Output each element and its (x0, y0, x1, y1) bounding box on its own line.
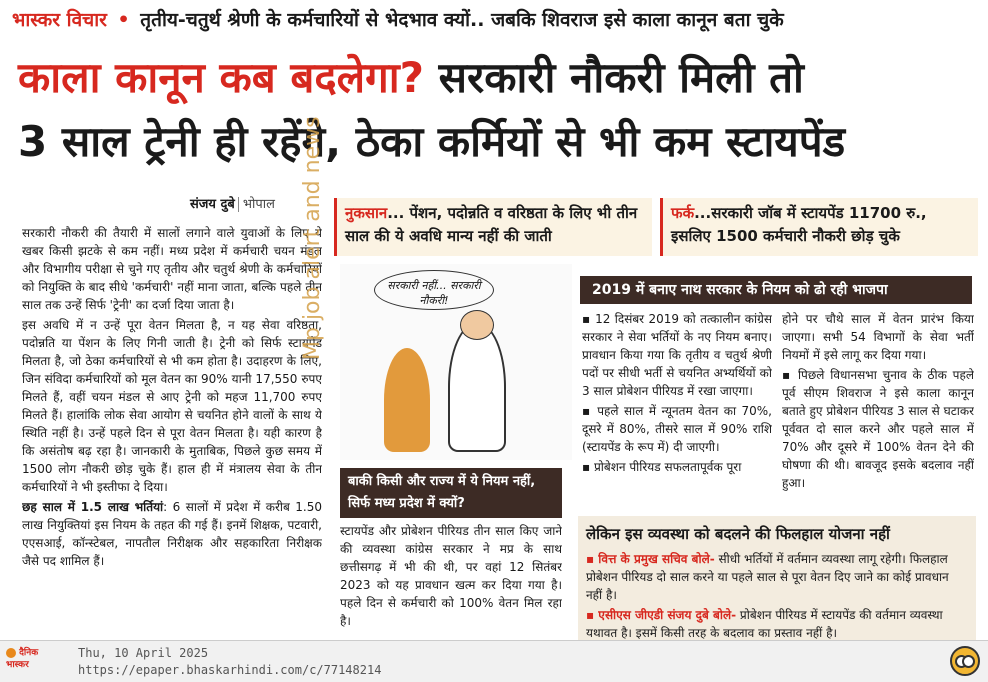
headline (18, 46, 978, 174)
middle-column: स्टायपेंड और प्रोबेशन पीरियड तीन साल किए जाने की व्यवस्था कांग्रेस सरकार ने मप्र के साथ छत्तीसगढ़ में भी की थी, पर वहां 12 सितंबर 2023 को यह प्रावधान खत्म कर दिया गया है। पहले दिन से कर्मचारी को 100% वेतन मिल रहा है। (340, 524, 562, 628)
rule-item: ▪ पहले साल में न्यूनतम वेतन का 70%, दूसरे में 80%, तीसरे साल में 90% राशि (स्टायपेंड के रूप में) दी जाएगी। (582, 404, 772, 454)
owl-icon (950, 646, 980, 676)
newspaper-logo[interactable]: दैनिक भास्कर (6, 648, 39, 670)
plan-box (578, 516, 976, 640)
article-paragraph: सरकारी नौकरी की तैयारी में सालों लगाने वाले युवाओं के लिए ये खबर किसी झटके से कम नहीं। मध्य प्रदेश में कर्मचारी चयन मंडल और विभागीय परीक्षा से चुने गए तृतीय और चतुर्थ श्रेणी के कर्मचारियों को नियुक्ति के बाद सीधे 'कर्मचारी' नहीं माना जाता, बल्कि पहले तीन साल तक उन्हें सिर्फ 'ट्रेनी' का दर्जा दिया जाता है। (22, 226, 322, 312)
rule-item: ▪ 12 दिसंबर 2019 को तत्कालीन कांग्रेस सरकार ने सेवा भर्तियों के नए नियम बनाए। प्रावधान किया गया कि तृतीय व चतुर्थ श्रेणी पदों पर सीधी भर्ती से चयनित अभ्यर्थियों को 3 साल प्रोबेशन पीरियड में रखा जाएगा। (582, 312, 772, 398)
footer-url-link[interactable]: https://epaper.bhaskarhindi.com/c/77148214 (78, 663, 382, 677)
rules-column-1 (582, 310, 772, 508)
loss-label: नुकसान (345, 204, 388, 222)
plan-text: प्रोबेशन पीरियड में स्टायपेंड की वर्तमान व्यवस्था यथावत है। इसमें किसी तरह के बदलाव का प्रस्ताव नहीं है। (586, 608, 943, 640)
question-box: बाकी किसी और राज्य में ये नियम नहीं, सिर्फ मध्य प्रदेश में क्यों? (340, 468, 562, 518)
logo-sun-icon (6, 648, 16, 658)
article-subhead: छह साल में 1.5 लाख भर्तियां (22, 500, 164, 514)
section-brand: भास्कर विचार (12, 9, 107, 31)
article-paragraph (22, 498, 322, 570)
rule-item: होने पर चौथे साल में वेतन प्रारंभ किया जाएगा। सभी 54 विभागों के सेवा भर्ती नियमों में इसे लागू कर दिया गया। (782, 312, 974, 362)
byline-city: भोपाल (238, 197, 275, 212)
article-paragraph: इस अवधि में न उन्हें पूरा वेतन मिलता है, न यह सेवा वरिष्ठता, पदोन्नति या पेंशन के लिए गिनी जाती है। ट्रेनी को सिर्फ स्टायपेंड मिलता है, जो ठेका कर्मचारियों से भी कम होता है। उदाहरण के लिए, जिन संविदा कर्मचारियों को मूल वेतन का 90% यानी 17,550 रुपए मिलते हैं, वहीं चयन मंडल से आए ट्रेनी को महज 11,700 रुपए मिलते हैं। हालांकि लोक सेवा आयोग से चयनित होने वालों के साथ ये स्थिति नहीं है। उन्हें पहले दिन से पूरा वेतन मिलता है। यही कारण है कि असंतोष बढ़ रहा है। जानकारी के मुताबिक, पिछले कुछ समय में 1500 लोग नौकरी छोड़ चुके हैं। हाल ही में मंत्रालय सेवा के तीन कर्मचारियों ने भी इस्तीफा दे दिया। (22, 318, 322, 494)
footer (0, 640, 988, 682)
plan-speaker: ▪ एसीएस जीएडी संजय दुबे बोले- (586, 608, 737, 622)
plan-title: लेकिन इस व्यवस्था को बदलने की फिलहाल योजना नहीं (586, 525, 890, 543)
rule-item: ▪ प्रोबेशन पीरियड सफलतापूर्वक पूरा (582, 460, 742, 474)
topline (0, 0, 988, 42)
byline (190, 194, 275, 212)
rules-column-2 (782, 310, 974, 508)
headline-line2: 3 साल ट्रेनी ही रहेंगे, ठेका कर्मियों से भी कम स्टायपेंड (18, 117, 846, 166)
plan-statement (586, 606, 968, 642)
watermark: Mp job alert and news (300, 116, 325, 360)
difference-text: ...सरकारी जॉब में स्टायपेंड 11700 रु., इसलिए 1500 कर्मचारी नौकरी छोड़ चुके (671, 204, 927, 245)
headline-red-part: काला कानून कब बदलेगा? (18, 53, 424, 102)
article-text: : 6 सालों में प्रदेश में करीब 1.50 लाख नियुक्तियां इस नियम के तहत की गई हैं। इनमें शिक्षक, पटवारी, एएसआई, कॉन्स्टेबल, नापतौल निरीक्षक और सहकारिता निरीक्षक जैसे पद शामिल हैं। (22, 500, 322, 568)
footer-date: Thu, 10 April 2025 (78, 646, 209, 660)
rule-item: ▪ पिछले विधानसभा चुनाव के ठीक पहले पूर्व सीएम शिवराज ने इसे काला कानून बताते हुए प्रोबेशन पीरियड 3 साल से घटाकर पूर्ववत दो साल करने और पहले साल में 70% और दूसरे में 100% वेतन देने की घोषणा की थी। बावजूद इसके बदलाव नहीं हुआ। (782, 368, 974, 490)
difference-box (660, 198, 978, 256)
main-article-column (22, 224, 322, 634)
byline-author: संजय दुबे (190, 197, 235, 212)
plan-statement (586, 550, 968, 604)
cartoon-figure-man (448, 322, 506, 452)
topline-bullet: • (117, 9, 130, 31)
loss-box (334, 198, 652, 256)
topline-text: तृतीय-चतुर्थ श्रेणी के कर्मचारियों से भेदभाव क्यों.. जबकि शिवराज इसे काला कानून बता चुके (140, 9, 784, 31)
cartoon-speech-bubble: सरकारी नहीं... सरकारी नौकरी! (374, 270, 494, 310)
plan-text: सीधी भर्तियों में वर्तमान व्यवस्था लागू रहेगी। फिलहाल प्रोबेशन पीरियड दो साल करने या पहले साल से पूरा वेतन दिए जाने का कोई प्रावधान नहीं है। (586, 552, 949, 602)
difference-label: फर्क (671, 204, 695, 222)
headline-line1: सरकारी नौकरी मिली तो (424, 53, 804, 102)
cartoon-image (340, 264, 572, 460)
cartoon-figure-man-head (460, 310, 494, 340)
plan-speaker: ▪ वित्त के प्रमुख सचिव बोले- (586, 552, 715, 566)
loss-text: ... पेंशन, पदोन्नति व वरिष्ठता के लिए भी तीन साल की ये अवधि मान्य नहीं की जाती (345, 204, 638, 245)
section-bar-2019: 2019 में बनाए नाथ सरकार के नियम को ढो रही भाजपा (580, 276, 972, 304)
cartoon-figure-woman (384, 348, 430, 452)
